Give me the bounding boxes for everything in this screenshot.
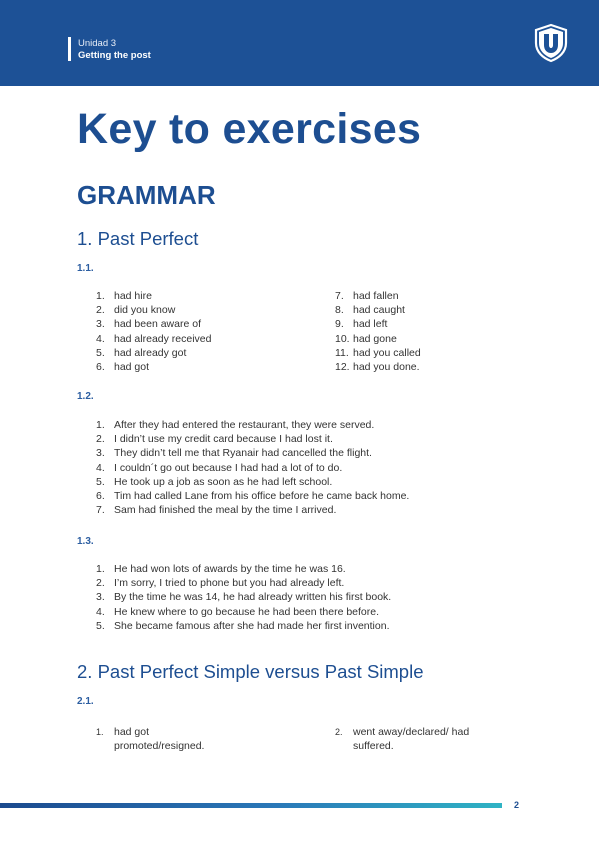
- footer-gradient-line: [0, 803, 502, 808]
- section-heading: GRAMMAR: [77, 180, 216, 210]
- unit-label: Unidad 3: [78, 38, 117, 49]
- exercise-label-1-1: 1.1.: [77, 263, 94, 274]
- header-accent-bar: [68, 37, 71, 61]
- shield-u-logo: [531, 23, 571, 63]
- exercise-label-1-2: 1.2.: [77, 391, 94, 402]
- page-number: 2: [514, 800, 520, 810]
- unit-topic: Getting the post: [78, 50, 151, 61]
- exercise-label-1-3: 1.3.: [77, 536, 94, 547]
- subsection-title-2: 2. Past Perfect Simple versus Past Simple: [77, 661, 424, 682]
- subsection-title-1: 1. Past Perfect: [77, 228, 199, 249]
- exercise-label-2-1: 2.1.: [77, 696, 94, 707]
- page-title: Key to exercises: [77, 105, 422, 153]
- page-header: [0, 0, 599, 86]
